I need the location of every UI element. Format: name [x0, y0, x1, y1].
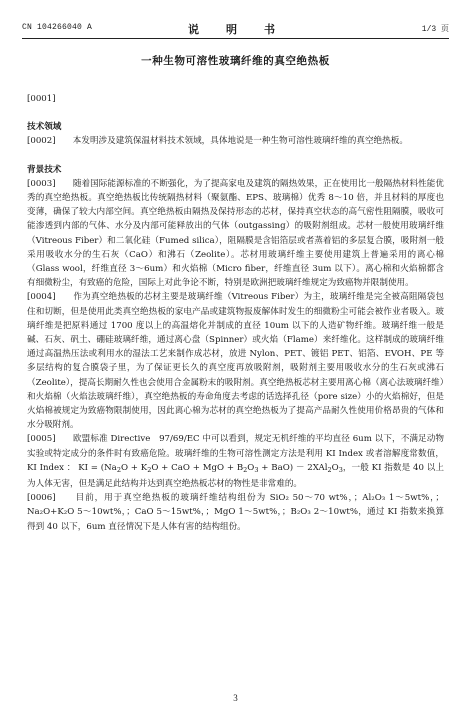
page-header [22, 21, 449, 35]
paragraph-0003: [0003] 随着国际能源标准的不断强化，为了提高家电及建筑的隔热效果，正在使用比一般隔热材料性能优秀的真空绝热板。真空绝热板比传统隔热材料（聚氨酯、EPS、玻璃棉）优秀 8～10 倍，并且材料的厚度也变薄，确保了较大内部空间。真空绝热板由隔热及保持形态的芯材，保持真空状态的高气密性阻隔膜，吸收可能渗透到内部的气体、水分及内部可能释放出的气体（outgassing）的吸附剂组成。芯材一般使用玻璃纤维（Vitreous Fiber）和二氧化硅（Fumed silica），阻隔膜是含铝箔层或者蒸着铝的多层复合膜，吸附剂一般采用吸收水分的生石灰（CaO）和沸石（Zeolite）。芯材用玻璃纤维主要使用建筑上普遍采用的离心棉（Glass wool，纤维直径 3～6um）和火焰棉（Micro fiber，纤维直径 3um 以下）。离心棉和火焰棉都含有细微粉尘，有致癌的危险，国际上对此争论不断，特别是欧洲把玻璃纤维规定为致癌物并限制使用。 [27, 178, 444, 289]
subscript: 3 [338, 465, 343, 474]
p0005-text-f: O [331, 462, 339, 473]
p0005-text-c: O + CaO + MgO + B [151, 462, 244, 473]
document-type: 说 明 书 [188, 23, 283, 36]
subscript: 2 [243, 465, 248, 474]
page-indicator: 1/3 页 [421, 25, 449, 34]
subscript: 2 [327, 465, 332, 474]
tech-field-heading: 技术领域 [27, 122, 62, 133]
subscript: 2 [116, 465, 121, 474]
paragraph-0005 [27, 432, 444, 491]
paragraph-0002: [0002] 本发明涉及建筑保温材料技术领域，具体地说是一种生物可溶性玻璃纤维的真空绝热板。 [27, 136, 408, 147]
patent-number: CN 104266040 A [22, 23, 93, 32]
header-rule [22, 38, 449, 39]
p0005-text-d: O [247, 462, 255, 473]
document-title: 一种生物可溶性玻璃纤维的真空绝热板 [141, 55, 330, 67]
p0005-text-b: O + K [120, 462, 148, 473]
document-body [27, 92, 444, 534]
paragraph-0006: [0006] 目前，用于真空绝热板的玻璃纤维结构组份为 SiO₂ 50～70 wt%，；Al₂O₃ 1～5wt%，；Na₂O+K₂O 5～10wt%，；CaO 5～15wt%，；MgO 1～5wt%，；B₂O₃ 2～10wt%，通过 KI 指数来换算得到 40 以下，6um 直径情况下是人体有害的结构组份。 [27, 493, 444, 532]
paragraph-0001: [0001] [27, 94, 56, 104]
subscript: 3 [254, 465, 259, 474]
background-heading: 背景技术 [27, 164, 62, 175]
p0005-text-e: + BaO) － 2XAl [258, 462, 328, 473]
p0005-text-g: ，一般 KI 指数是 40 以上为人体无害，但是满足此结构并达到真空绝热板芯材的物性是非常难的。 [27, 462, 444, 490]
paragraph-0004: [0004] 作为真空绝热板的芯材主要是玻璃纤维（Vitreous Fiber）为主，玻璃纤维是完全被高阻隔袋包住和切断，但是使用此类真空绝热板的家电产品或建筑物报废解体时发生的细微粉尘可能会被作业者吸入。玻璃纤维是把原料通过 1700 度以上的高温熔化并制成的直径 10um 以下的人造矿物纤维。玻璃纤维一般是碱、石灰、矾土、硼硅玻璃纤维，通过离心盘（Spinner）或火焰（Flame）来纤维化。这样制成的玻璃纤维通过高温热压法或利用水的湿法工艺来制作成芯材，放进 Nylon、PET、镀铝 PET、铝箔、EVOH、PE 等多层结构的复合膜袋子里，为了保证更长久的真空度再放吸附剂，吸附剂主要用吸收水分的生石灰或沸石（Zeolite），提高长期耐久性也会使用合金属粉末的吸附剂。真空绝热板芯材主要用离心棉（离心法玻璃纤维）和火焰棉（火焰法玻璃纤维），真空绝热板的寿命角度去考虑的话选择孔径（pore size）小的火焰棉好，但是火焰棉被规定为致癌物限制使用，因此离心棉为芯材的真空绝热板为了提高产品耐久性使用价格昂贵的气体和水分吸附剂。 [27, 292, 444, 431]
page-number: 3 [233, 693, 238, 703]
p0005-text-a: [0005] 欧盟标准 Directive 97/69/EC 中可以看到，规定无机纤维的平均直径 6um 以下，不满足动物实验或特定成分的条件时有致癌危险。玻璃纤维的生物可溶性测定方法是利用 KI Index 或者溶解度常数值，KI Index ： KI = (Na [27, 434, 444, 473]
subscript: 2 [147, 465, 152, 474]
